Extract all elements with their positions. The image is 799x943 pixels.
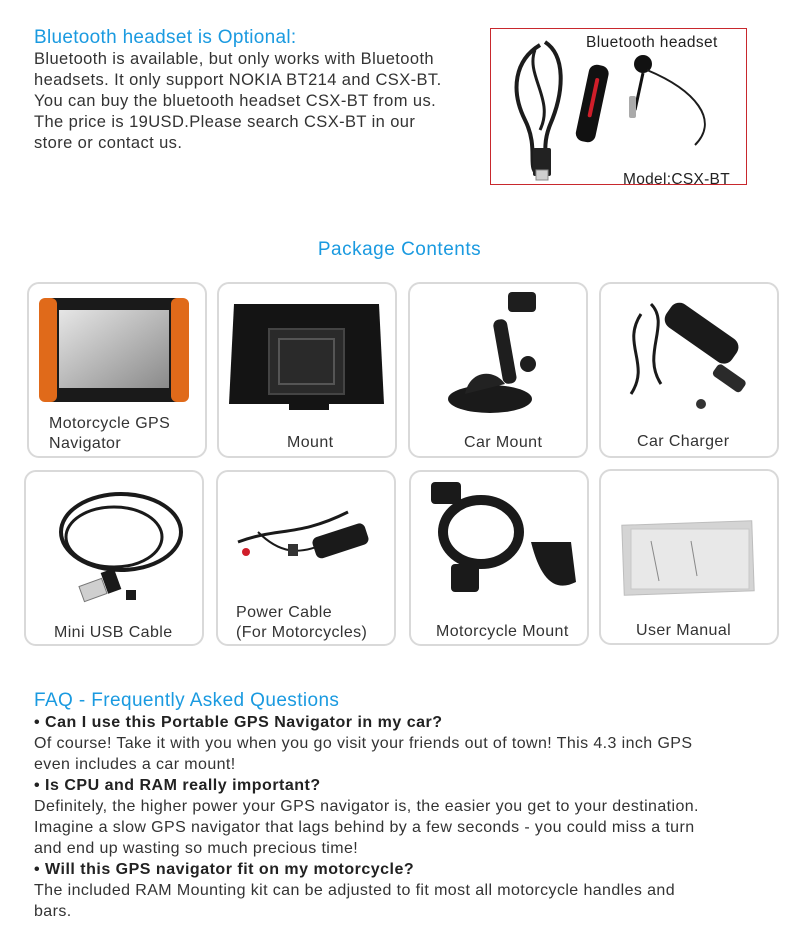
package-card-mount xyxy=(217,282,397,458)
bluetooth-image-title: Bluetooth headset xyxy=(586,34,718,51)
faq-title: FAQ - Frequently Asked Questions xyxy=(34,690,340,711)
package-item-label: User Manual xyxy=(636,622,732,639)
car-charger-icon xyxy=(601,284,777,424)
bluetooth-line: The price is 19USD.Please search CSX-BT in our xyxy=(34,113,416,131)
package-card-power-cable xyxy=(216,470,396,646)
package-item-label: Mount xyxy=(287,434,334,451)
faq-answer: Of course! Take it with you when you go visit your friends out of town! This 4.3 inch GPS even includes a car mount! xyxy=(34,735,693,773)
package-item-label: Motorcycle GPS Navigator xyxy=(49,415,171,452)
bluetooth-headset-icon xyxy=(495,30,745,185)
package-item-label: Mini USB Cable xyxy=(54,624,173,641)
faq-question: • Will this GPS navigator fit on my motorcycle? xyxy=(34,861,415,878)
package-item-label: Car Charger xyxy=(637,433,730,450)
motorcycle-mount-icon xyxy=(411,472,587,612)
faq-answer: The included RAM Mounting kit can be adjusted to fit most all motorcycle handles and bars. xyxy=(34,882,676,920)
user-manual-icon xyxy=(601,471,777,611)
faq-question: • Is CPU and RAM really important? xyxy=(34,777,321,794)
usb-cable-icon xyxy=(26,472,202,612)
bluetooth-line: headsets. It only support NOKIA BT214 and CSX-BT. xyxy=(34,71,442,89)
faq-answer: Definitely, the higher power your GPS navigator is, the easier you get to your destination. Imagine a slow GPS navigator that lags behind by a few seconds - you could miss a turn and end up wasting so much precious time! xyxy=(34,798,699,857)
package-item-label: Motorcycle Mount xyxy=(436,623,569,640)
package-item-label: Car Mount xyxy=(464,434,543,451)
bluetooth-title: Bluetooth headset is Optional: xyxy=(34,27,297,48)
package-card-usb-cable xyxy=(24,470,204,646)
car-mount-icon xyxy=(410,284,586,424)
package-item-label: Power Cable (For Motorcycles) xyxy=(236,604,368,641)
faq-section xyxy=(34,690,794,922)
mount-icon xyxy=(219,284,395,424)
gps-navigator-icon xyxy=(29,284,205,414)
bluetooth-image-model: Model:CSX-BT xyxy=(623,171,730,188)
bluetooth-line: Bluetooth is available, but only works with Bluetooth xyxy=(34,50,434,68)
faq-question: • Can I use this Portable GPS Navigator in my car? xyxy=(34,714,443,731)
bluetooth-description xyxy=(34,49,484,154)
package-card-car-mount xyxy=(408,282,588,458)
bluetooth-line: store or contact us. xyxy=(34,134,183,152)
package-contents-title: Package Contents xyxy=(317,239,482,260)
package-card-car-charger xyxy=(599,282,779,458)
package-card-user-manual xyxy=(599,469,779,645)
package-card-motorcycle-mount xyxy=(409,470,589,646)
bluetooth-line: You can buy the bluetooth headset CSX-BT from us. xyxy=(34,92,437,110)
power-cable-icon xyxy=(218,472,394,602)
package-card-gps-navigator xyxy=(27,282,207,458)
